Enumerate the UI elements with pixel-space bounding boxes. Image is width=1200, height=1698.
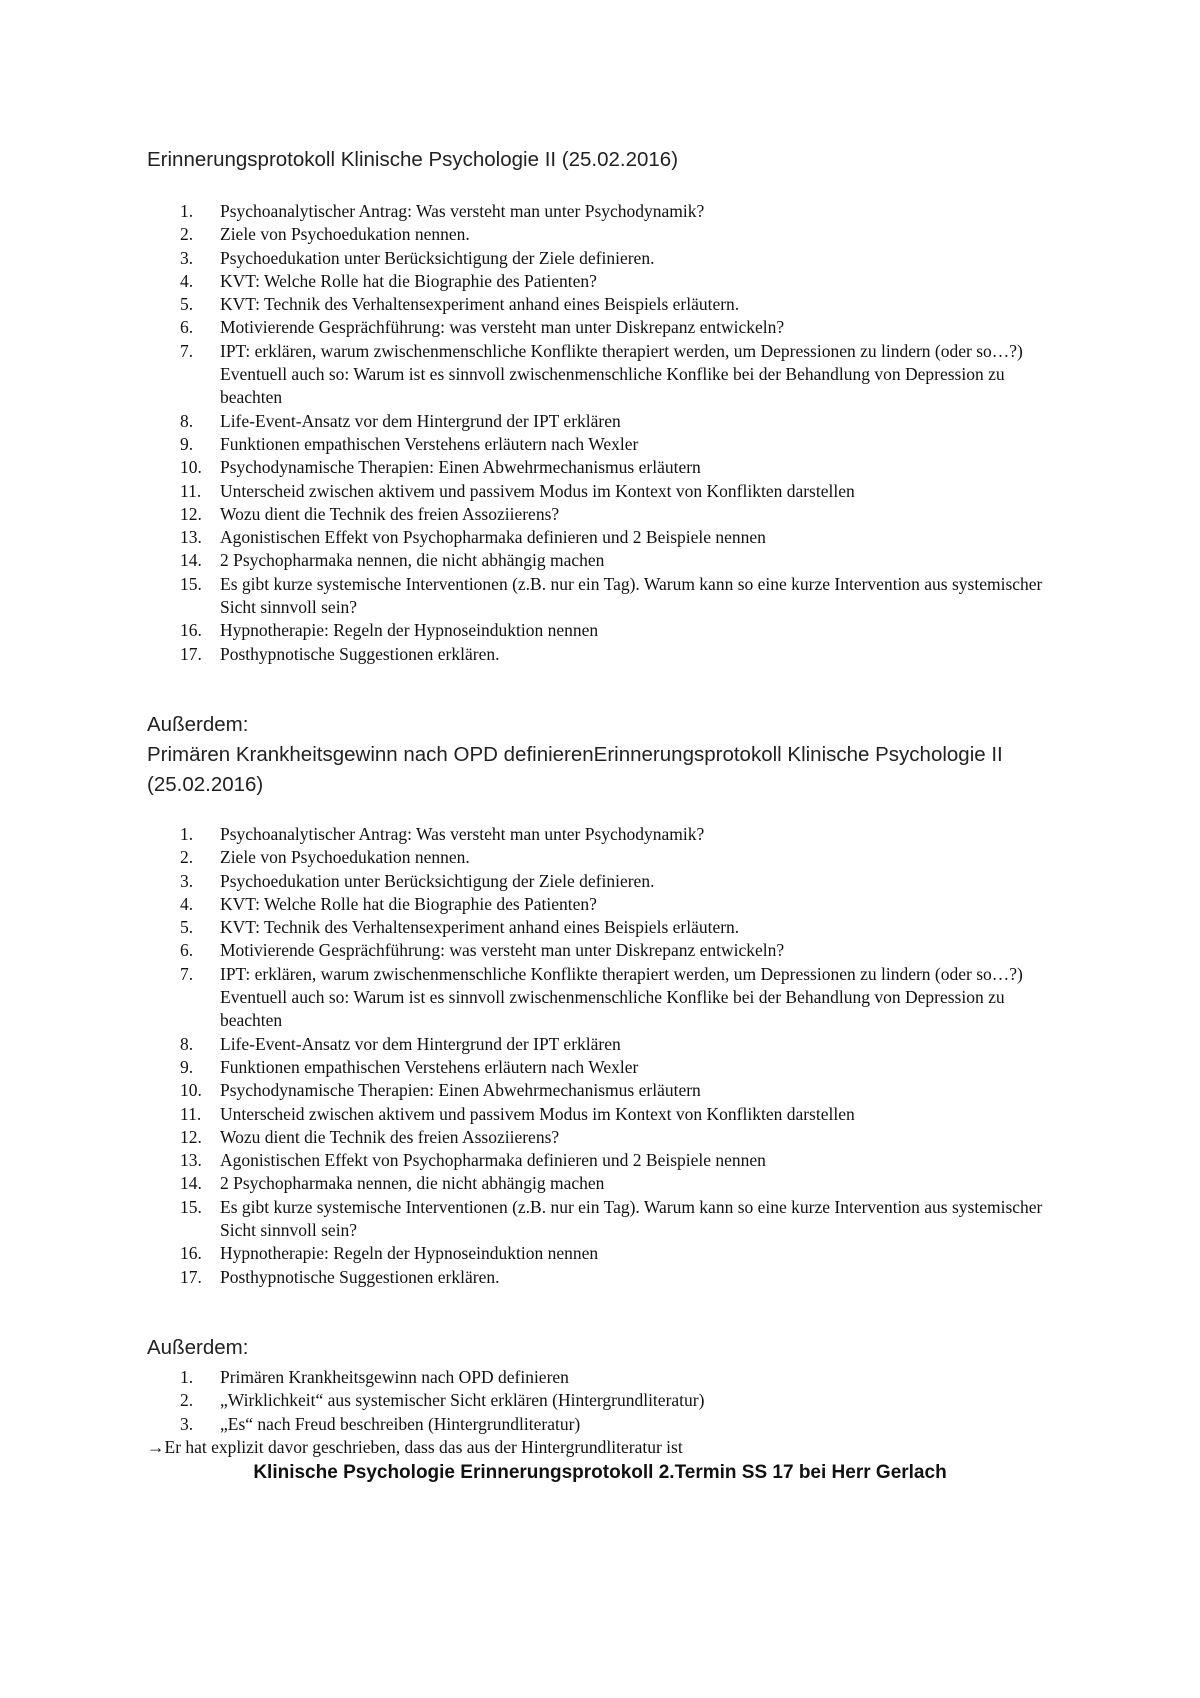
ausserdem-block-1 bbox=[147, 710, 1077, 800]
list-item-number: 12. bbox=[180, 503, 202, 524]
list-item-number: 16. bbox=[180, 620, 202, 641]
list-item bbox=[0, 1172, 1100, 1195]
list-item bbox=[0, 316, 1100, 339]
list-item-number: 16. bbox=[180, 1243, 202, 1264]
list-item bbox=[0, 619, 1100, 642]
list-item-text: Wozu dient die Technik des freien Assoziierens? bbox=[220, 1126, 560, 1147]
list-item-text: Es gibt kurze systemische Interventionen (z.B. nur ein Tag). Warum kann so eine kurze Intervention aus systemischer Sicht sinnvoll sein? bbox=[220, 1196, 1043, 1241]
list-item-text: Life-Event-Ansatz vor dem Hintergrund der IPT erklären bbox=[220, 410, 621, 431]
list-item-text: Agonistischen Effekt von Psychopharmaka definieren und 2 Beispiele nennen bbox=[220, 1150, 766, 1171]
list-item-text: Agonistischen Effekt von Psychopharmaka definieren und 2 Beispiele nennen bbox=[220, 527, 766, 548]
list-item-text: Motivierende Gesprächführung: was versteht man unter Diskrepanz entwickeln? bbox=[220, 317, 785, 338]
list-item bbox=[0, 870, 1100, 893]
list-item-text: „Wirklichkeit“ aus systemischer Sicht erklären (Hintergrundliteratur) bbox=[220, 1390, 705, 1411]
list-item-number: 17. bbox=[180, 643, 202, 664]
list-item-number: 7. bbox=[180, 340, 194, 361]
list-item-text: Posthypnotische Suggestionen erklären. bbox=[220, 643, 500, 664]
list-item-number: 6. bbox=[180, 940, 194, 961]
list-item bbox=[0, 573, 1100, 620]
list-item bbox=[0, 893, 1100, 916]
list-item bbox=[0, 1413, 1100, 1436]
list-item-number: 9. bbox=[180, 433, 194, 454]
list-item-text: Psychodynamische Therapien: Einen Abwehrmechanismus erläutern bbox=[220, 457, 701, 478]
list-item-extra-text: Eventuell auch so: Warum ist es sinnvoll zwischenmenschliche Konflike bei der Behandlung von Depression zu beachten bbox=[220, 987, 1005, 1031]
list-item-text: Unterscheid zwischen aktivem und passivem Modus im Kontext von Konflikten darstellen bbox=[220, 480, 855, 501]
list-item-number: 3. bbox=[180, 247, 194, 268]
document-title: Erinnerungsprotokoll Klinische Psychologie II (25.02.2016) bbox=[147, 148, 679, 171]
list-item bbox=[0, 293, 1100, 316]
list-item bbox=[0, 340, 1100, 410]
list-item-text: Primären Krankheitsgewinn nach OPD definieren bbox=[220, 1367, 569, 1387]
ausserdem-block-2 bbox=[147, 1333, 1077, 1363]
question-list-2 bbox=[0, 823, 1100, 1289]
list-item bbox=[0, 1366, 1100, 1389]
list-item-number: 8. bbox=[180, 410, 194, 431]
list-item bbox=[0, 223, 1100, 246]
list-item-number: 1. bbox=[180, 1367, 194, 1387]
list-item-number: 14. bbox=[180, 550, 202, 571]
list-item-number: 17. bbox=[180, 1266, 202, 1287]
list-item-text: Hypnotherapie: Regeln der Hypnoseinduktion nennen bbox=[220, 1243, 599, 1264]
list-item-number: 5. bbox=[180, 917, 194, 938]
extra-list bbox=[0, 1366, 1100, 1436]
list-item bbox=[0, 1103, 1100, 1126]
list-item-number: 11. bbox=[180, 480, 202, 501]
list-item-text: „Es“ nach Freud beschreiben (Hintergrundliteratur) bbox=[220, 1413, 581, 1434]
ausserdem-heading: Außerdem: bbox=[147, 1336, 249, 1359]
list-item-number: 10. bbox=[180, 1080, 202, 1101]
list-item bbox=[0, 480, 1100, 503]
list-item-text: KVT: Welche Rolle hat die Biographie des Patienten? bbox=[220, 270, 597, 291]
list-item bbox=[0, 1149, 1100, 1172]
list-item-number: 7. bbox=[180, 963, 194, 984]
list-item-text: Es gibt kurze systemische Interventionen (z.B. nur ein Tag). Warum kann so eine kurze Intervention aus systemischer Sicht sinnvoll sein? bbox=[220, 573, 1043, 618]
ausserdem-heading: Außerdem: bbox=[147, 713, 249, 736]
list-item-text: Hypnotherapie: Regeln der Hypnoseinduktion nennen bbox=[220, 620, 599, 641]
list-item-number: 15. bbox=[180, 573, 202, 594]
question-list-1 bbox=[0, 200, 1100, 666]
list-item bbox=[0, 456, 1100, 479]
list-item-text: 2 Psychopharmaka nennen, die nicht abhängig machen bbox=[220, 1173, 605, 1194]
list-item-number: 8. bbox=[180, 1033, 194, 1054]
list-item-text: KVT: Technik des Verhaltensexperiment anhand eines Beispiels erläutern. bbox=[220, 294, 740, 315]
list-item-text: Motivierende Gesprächführung: was versteht man unter Diskrepanz entwickeln? bbox=[220, 940, 785, 961]
list-item-text: Psychodynamische Therapien: Einen Abwehrmechanismus erläutern bbox=[220, 1080, 701, 1101]
list-item-text: Psychoanalytischer Antrag: Was versteht man unter Psychodynamik? bbox=[220, 824, 705, 844]
list-item bbox=[0, 200, 1100, 223]
list-item-text: IPT: erklären, warum zwischenmenschliche Konflikte therapiert werden, um Depressionen zu lindern (oder so…?) bbox=[220, 963, 1023, 984]
list-item bbox=[0, 823, 1100, 846]
list-item bbox=[0, 549, 1100, 572]
list-item-number: 11. bbox=[180, 1103, 202, 1124]
list-item-extra-text: Eventuell auch so: Warum ist es sinnvoll zwischenmenschliche Konflike bei der Behandlung von Depression zu beachten bbox=[220, 364, 1005, 408]
list-item-number: 15. bbox=[180, 1196, 202, 1217]
list-item bbox=[0, 270, 1100, 293]
footer-title: Klinische Psychologie Erinnerungsprotokoll 2.Termin SS 17 bei Herr Gerlach bbox=[253, 1462, 947, 1483]
list-item-text: Wozu dient die Technik des freien Assoziierens? bbox=[220, 503, 560, 524]
list-item-text: KVT: Technik des Verhaltensexperiment anhand eines Beispiels erläutern. bbox=[220, 917, 740, 938]
list-item-number: 10. bbox=[180, 457, 202, 478]
list-item bbox=[0, 916, 1100, 939]
list-item-number: 2. bbox=[180, 1390, 194, 1411]
list-item-number: 13. bbox=[180, 1150, 202, 1171]
list-item bbox=[0, 1242, 1100, 1265]
list-item bbox=[0, 503, 1100, 526]
list-item bbox=[0, 939, 1100, 962]
list-item-text: Life-Event-Ansatz vor dem Hintergrund der IPT erklären bbox=[220, 1033, 621, 1054]
list-item bbox=[0, 247, 1100, 270]
list-item-number: 9. bbox=[180, 1056, 194, 1077]
list-item-text: Posthypnotische Suggestionen erklären. bbox=[220, 1266, 500, 1287]
list-item-number: 14. bbox=[180, 1173, 202, 1194]
list-item-number: 1. bbox=[180, 201, 194, 221]
list-item-number: 3. bbox=[180, 1413, 194, 1434]
list-item bbox=[0, 1126, 1100, 1149]
list-item-number: 2. bbox=[180, 224, 194, 245]
list-item-number: 12. bbox=[180, 1126, 202, 1147]
list-item-text: IPT: erklären, warum zwischenmenschliche Konflikte therapiert werden, um Depressionen zu lindern (oder so…?) bbox=[220, 340, 1023, 361]
list-item bbox=[0, 1196, 1100, 1243]
list-item bbox=[0, 1389, 1100, 1412]
list-item-text: Psychoedukation unter Berücksichtigung der Ziele definieren. bbox=[220, 870, 655, 891]
list-item bbox=[0, 1056, 1100, 1079]
list-item-number: 2. bbox=[180, 847, 194, 868]
arrow-note: →Er hat explizit davor geschrieben, dass das aus der Hintergrundliteratur ist bbox=[147, 1437, 683, 1457]
list-item-text: Funktionen empathischen Verstehens erläutern nach Wexler bbox=[220, 1056, 639, 1077]
list-item-number: 6. bbox=[180, 317, 194, 338]
list-item-text: Psychoedukation unter Berücksichtigung der Ziele definieren. bbox=[220, 247, 655, 268]
list-item bbox=[0, 963, 1100, 1033]
list-item-text: 2 Psychopharmaka nennen, die nicht abhängig machen bbox=[220, 550, 605, 571]
list-item-text: Psychoanalytischer Antrag: Was versteht man unter Psychodynamik? bbox=[220, 201, 705, 221]
list-item bbox=[0, 433, 1100, 456]
list-item bbox=[0, 1033, 1100, 1056]
list-item-number: 1. bbox=[180, 824, 194, 844]
list-item-number: 4. bbox=[180, 270, 194, 291]
list-item-number: 5. bbox=[180, 294, 194, 315]
list-item-text: KVT: Welche Rolle hat die Biographie des Patienten? bbox=[220, 893, 597, 914]
list-item-number: 13. bbox=[180, 527, 202, 548]
list-item-text: Ziele von Psychoedukation nennen. bbox=[220, 224, 470, 245]
list-item bbox=[0, 846, 1100, 869]
list-item-text: Ziele von Psychoedukation nennen. bbox=[220, 847, 470, 868]
list-item-number: 3. bbox=[180, 870, 194, 891]
list-item-text: Funktionen empathischen Verstehens erläutern nach Wexler bbox=[220, 433, 639, 454]
list-item bbox=[0, 410, 1100, 433]
list-item bbox=[0, 1266, 1100, 1289]
list-item bbox=[0, 643, 1100, 666]
list-item bbox=[0, 526, 1100, 549]
list-item bbox=[0, 1079, 1100, 1102]
list-item-text: Unterscheid zwischen aktivem und passivem Modus im Kontext von Konflikten darstellen bbox=[220, 1103, 855, 1124]
ausserdem-line: Primären Krankheitsgewinn nach OPD definierenErinnerungsprotokoll Klinische Psychologie II (25.02.2016) bbox=[147, 743, 1003, 796]
list-item-number: 4. bbox=[180, 893, 194, 914]
